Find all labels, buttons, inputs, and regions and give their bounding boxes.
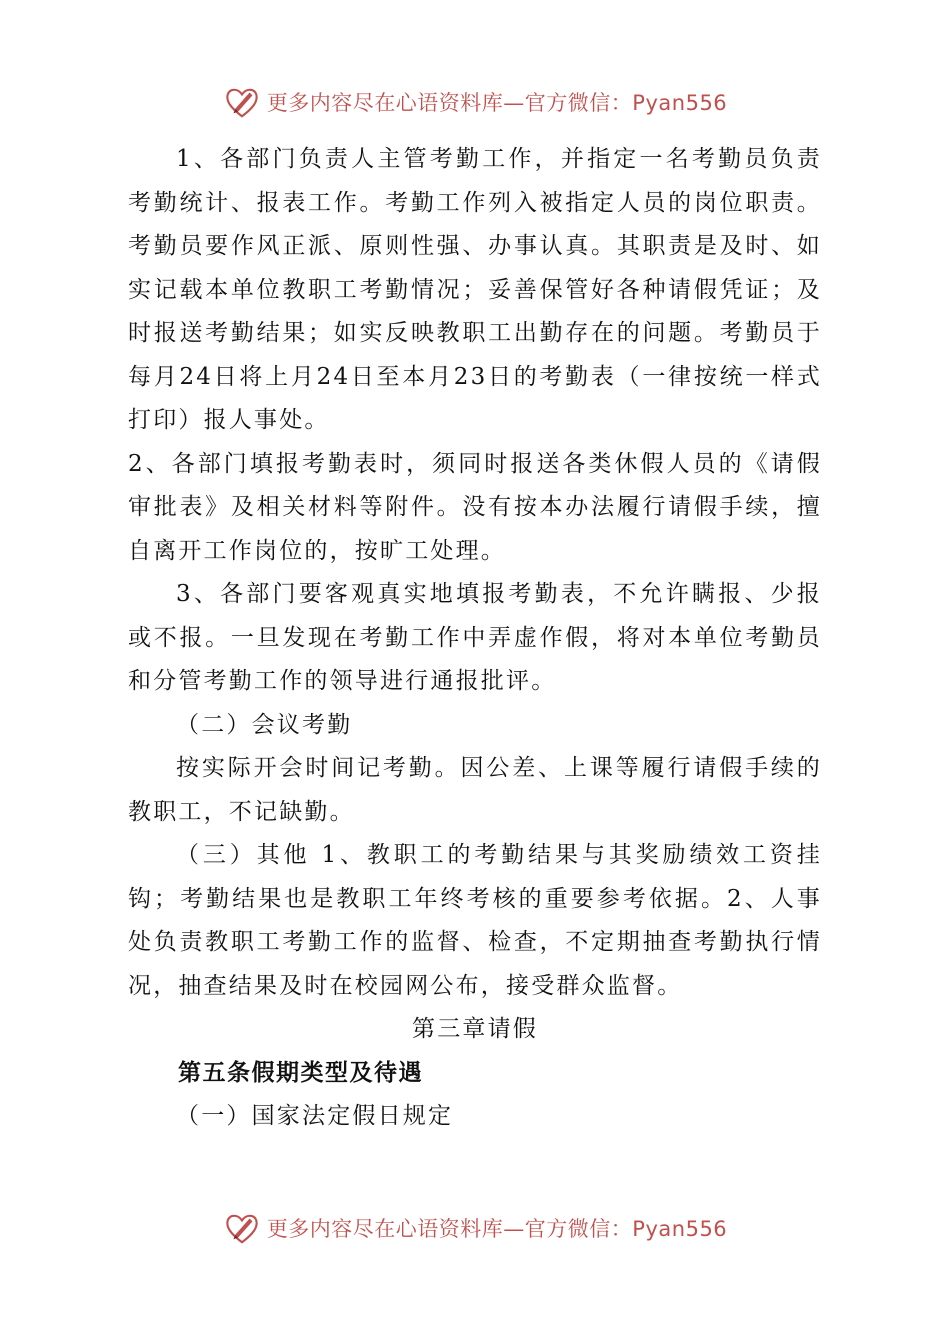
- pen-heart-logo-icon: [223, 1209, 261, 1247]
- header-banner-text: 更多内容尽在心语资料库—官方微信：Pyan556: [266, 91, 728, 115]
- pen-heart-logo-icon: [223, 83, 261, 121]
- header-banner: [0, 82, 950, 122]
- paragraph-truthful-report: 3、各部门要客观真实地填报考勤表，不允许瞒报、少报或不报。一旦发现在考勤工作中弄虚作假，将对本单位考勤员和分管考勤工作的领导进行通报批评。: [128, 581, 822, 694]
- footer-banner-text: 更多内容尽在心语资料库—官方微信：Pyan556: [266, 1217, 728, 1241]
- paragraph-meeting-attendance: 按实际开会时间记考勤。因公差、上课等履行请假手续的教职工，不记缺勤。: [128, 755, 822, 825]
- paragraph-attendance-duty: 1、各部门负责人主管考勤工作，并指定一名考勤员负责考勤统计、报表工作。考勤工作列入被指定人员的岗位职责。考勤员要作风正派、原则性强、办事认真。其职责是及时、如实记载本单位教职工考勤情况；妥善保管好各种请假凭证；及时报送考勤结果；如实反映教职工出勤存在的问题。考勤员于每月24日将上月24日至本月23日的考勤表（一律按统一样式打印）报人事处。: [128, 146, 822, 433]
- section-heading-meeting-attendance: （二）会议考勤: [176, 711, 353, 738]
- article-heading: 第五条假期类型及待遇: [178, 1059, 423, 1086]
- chapter-title: 第三章请假: [412, 1016, 538, 1042]
- sub-heading-holidays: （一）国家法定假日规定: [176, 1103, 454, 1129]
- paragraph-other-rules: （三）其他 1、教职工的考勤结果与其奖励绩效工资挂钩；考勤结果也是教职工年终考核的重要参考依据。2、人事处负责教职工考勤工作的监督、检查，不定期抽查考勤执行情况，抽查结果及时在校园网公布，接受群众监督。: [128, 842, 822, 999]
- paragraph-report-submission: 2、各部门填报考勤表时，须同时报送各类休假人员的《请假审批表》及相关材料等附件。没有按本办法履行请假手续，擅自离开工作岗位的，按旷工处理。: [128, 450, 822, 564]
- footer-banner: [0, 1208, 950, 1248]
- document-body: [128, 138, 822, 1139]
